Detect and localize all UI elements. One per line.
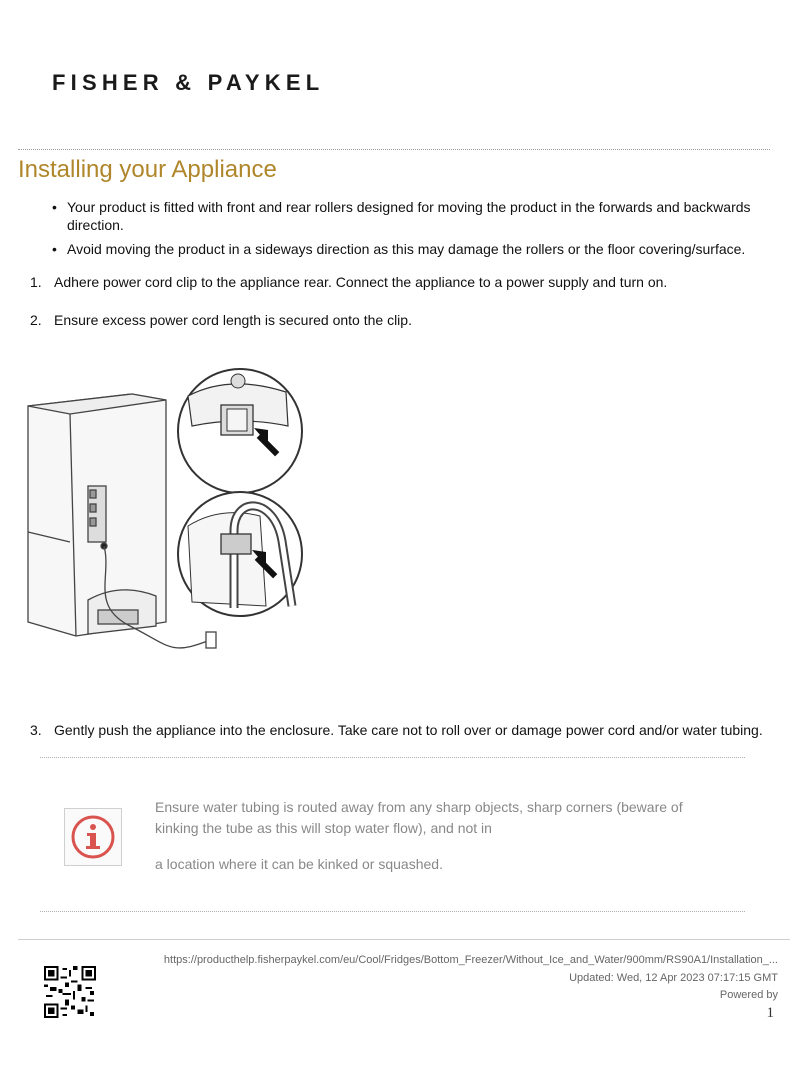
note-text-line-1: Ensure water tubing is routed away from any sharp objects, sharp corners (beware of: [155, 799, 683, 815]
step-number: 1.: [30, 274, 42, 290]
step-2: [30, 311, 412, 329]
step-1: [30, 273, 667, 291]
step-number: 3.: [30, 722, 42, 738]
qr-code: [44, 966, 96, 1018]
footer-powered-by: Powered by: [719, 989, 778, 1001]
step-number: 2.: [30, 312, 42, 328]
note-divider-bottom: [40, 911, 745, 912]
page-number: 1: [766, 1005, 774, 1021]
info-icon: [65, 809, 121, 865]
bullet-item: • Your product is fitted with front and rear rollers designed for moving the product in the forwards and backwards direction.: [52, 198, 768, 234]
step-text: Adhere power cord clip to the appliance rear. Connect the appliance to a power supply and turn on.: [54, 274, 668, 290]
footer-updated: Updated: Wed, 12 Apr 2023 07:17:15 GMT: [569, 972, 778, 984]
note-icon-box: [64, 808, 122, 866]
bullet-item: • Avoid moving the product in a sideways direction as this may damage the rollers or the floor covering/surface.: [52, 240, 768, 258]
installation-figure: [20, 356, 400, 686]
bullet-list: [52, 198, 768, 264]
brand-logo: FISHER & PAYKEL: [52, 70, 325, 95]
note-divider-top: [40, 757, 745, 758]
step-3: [30, 721, 763, 739]
footer-url[interactable]: https://producthelp.fisherpaykel.com/eu/Cool/Fridges/Bottom_Freezer/Without_Ice_and_Water/900mm/RS90A1/Installation_...: [163, 954, 778, 966]
detail-circle-bottom: [178, 492, 302, 616]
detail-circle-top: [178, 369, 302, 493]
page-title: Installing your Appliance: [18, 156, 277, 183]
note-text-line-3: a location where it can be kinked or squashed.: [155, 856, 443, 872]
note-text-line-2: kinking the tube as this will stop water flow), and not in: [155, 820, 492, 836]
footer-divider: [18, 939, 790, 940]
header-divider: [18, 149, 770, 150]
step-text: Gently push the appliance into the enclosure. Take care not to roll over or damage power cord and/or water tubing.: [54, 722, 763, 738]
step-text: Ensure excess power cord length is secured onto the clip.: [54, 312, 412, 328]
